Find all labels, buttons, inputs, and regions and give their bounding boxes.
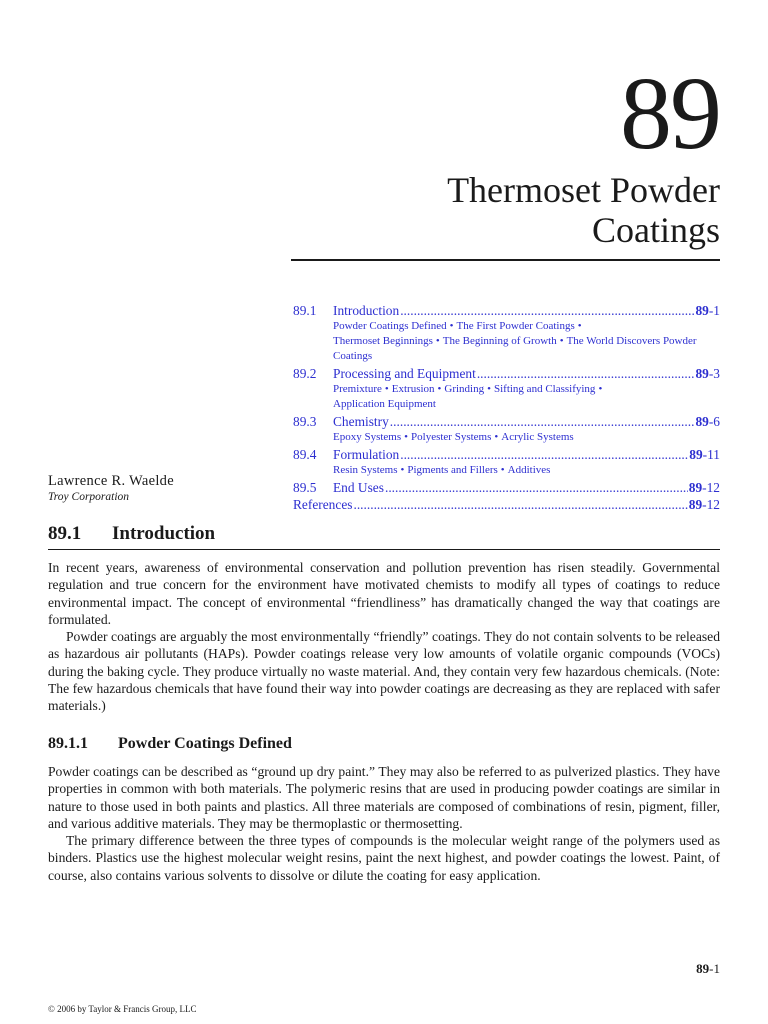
toc-leader-dots bbox=[353, 497, 687, 513]
powder-coatings-defined-body bbox=[48, 763, 720, 884]
toc-entry-number: 89.4 bbox=[293, 447, 317, 462]
toc-entry-page[interactable]: 89-12 bbox=[688, 480, 720, 495]
toc-subentry[interactable]: Sifting and Classifying bbox=[493, 383, 596, 395]
toc-subentry[interactable]: Acrylic Systems bbox=[501, 431, 574, 443]
toc-subentry[interactable]: Premixture bbox=[333, 383, 382, 395]
toc-subentry[interactable]: Powder Coatings Defined bbox=[333, 320, 447, 332]
toc-entry-chemistry[interactable] bbox=[293, 414, 720, 430]
toc-subentry[interactable]: The World Discovers Powder Coatings bbox=[333, 335, 697, 362]
toc-subentry[interactable]: Pigments and Fillers bbox=[407, 464, 498, 476]
paragraph: Powder coatings are arguably the most environmentally “friendly” coatings. They do not contain solvents to be released as hazardous air pollutants (HAPs). Powder coatings release very low amounts of volatile organic compounds (VOCs) during the baking cycle. They produce virtually no waste material. And, they contain very few hazardous chemicals. (Note: The few hazardous chemicals that have found their way into powder coatings are decreasing as they are replaced with safer materials.) bbox=[48, 629, 720, 714]
paragraph: Powder coatings can be described as “ground up dry paint.” They may also be referred to as pulverized plastics. They have properties in common with both materials. The polymeric resins that are used in producing powder coatings are similar in nature to those used in both paints and plastics. All three materials are composed of combinations of resin, pigment, filler, and various additive materials. They may be thermoplastic or thermosetting. bbox=[48, 764, 720, 831]
table-of-contents bbox=[293, 302, 720, 513]
toc-entry-page[interactable]: 89-1 bbox=[695, 303, 720, 318]
toc-subentry[interactable]: Application Equipment bbox=[333, 398, 436, 410]
toc-subentries: Premixture • Extrusion • Grinding • Sifting and Classifying • Application Equipment bbox=[333, 383, 603, 410]
copyright-notice: © 2006 by Taylor & Francis Group, LLC bbox=[48, 1004, 197, 1014]
title-rule bbox=[291, 259, 720, 261]
toc-entry-page[interactable]: 89-6 bbox=[695, 414, 720, 429]
toc-subentry[interactable]: Thermoset Beginnings bbox=[333, 335, 433, 347]
section-title: Introduction bbox=[112, 523, 216, 544]
toc-entry-processing[interactable] bbox=[293, 366, 720, 382]
section-rule bbox=[48, 549, 720, 550]
paragraph: In recent years, awareness of environmental conservation and pollution prevention has risen steadily. Governmental regulation and true concern for the environment have motivated chemists to modify all types of coatings to reduce environmental impact. The concept of environmental “friendliness” has dramatically changed the way that coatings are formulated. bbox=[48, 560, 720, 627]
toc-entry-label[interactable]: Chemistry bbox=[333, 414, 389, 429]
toc-entry-page[interactable]: 89-11 bbox=[689, 447, 720, 462]
toc-subentries: Epoxy Systems • Polyester Systems • Acrylic Systems bbox=[333, 431, 574, 443]
toc-entry-label[interactable]: End Uses bbox=[333, 480, 384, 495]
toc-subentry[interactable]: Resin Systems bbox=[333, 464, 398, 476]
toc-subentry[interactable]: Epoxy Systems bbox=[333, 431, 402, 443]
chapter-title-line1: Thermoset Powder bbox=[447, 170, 720, 210]
toc-entry-label[interactable]: References bbox=[293, 497, 353, 512]
toc-entry-end-uses[interactable] bbox=[293, 480, 720, 496]
subsection-heading bbox=[48, 735, 292, 753]
paragraph: The primary difference between the three types of compounds is the molecular weight range of the polymers used as binders. Plastics use the highest molecular weight resins, paint the next highest, and powder coatings the lowest. Paint, of course, also contains various solvents to dissolve or dilute the coating for easy application. bbox=[48, 833, 720, 883]
subsection-number: 89.1.1 bbox=[48, 735, 88, 752]
toc-entry-number: 89.1 bbox=[293, 303, 317, 318]
toc-entry-number: 89.2 bbox=[293, 366, 317, 381]
toc-leader-dots bbox=[390, 414, 695, 430]
toc-entry-page[interactable]: 89-3 bbox=[695, 366, 720, 381]
toc-entry-formulation[interactable] bbox=[293, 447, 720, 463]
toc-entry-references[interactable] bbox=[293, 497, 720, 513]
toc-entry-number: 89.3 bbox=[293, 414, 317, 429]
toc-leader-dots bbox=[400, 447, 688, 463]
toc-subentry[interactable]: Grinding bbox=[444, 383, 485, 395]
toc-subentries: Resin Systems • Pigments and Fillers • Additives bbox=[333, 464, 551, 476]
toc-subentry[interactable]: Polyester Systems bbox=[411, 431, 492, 443]
toc-subentry[interactable]: The First Powder Coatings bbox=[456, 320, 575, 332]
chapter-number: 89 bbox=[620, 56, 720, 171]
toc-entry-page[interactable]: 89-12 bbox=[688, 497, 720, 512]
section-number: 89.1 bbox=[48, 523, 82, 544]
toc-entry-number: 89.5 bbox=[293, 480, 317, 495]
chapter-title-line2: Coatings bbox=[591, 210, 720, 250]
toc-subentry[interactable]: Extrusion bbox=[391, 383, 435, 395]
toc-entry-label[interactable]: Formulation bbox=[333, 447, 400, 462]
toc-entry-introduction[interactable] bbox=[293, 303, 720, 319]
page-number: 89-1 bbox=[696, 961, 720, 976]
author-name: Lawrence R. Waelde bbox=[48, 473, 174, 489]
toc-entry-label[interactable]: Processing and Equipment bbox=[333, 366, 476, 381]
toc-leader-dots bbox=[385, 480, 688, 496]
subsection-title: Powder Coatings Defined bbox=[118, 735, 292, 752]
toc-subentry[interactable]: The Beginning of Growth bbox=[442, 335, 557, 347]
toc-leader-dots bbox=[477, 366, 695, 382]
toc-leader-dots bbox=[400, 303, 694, 319]
toc-entry-label[interactable]: Introduction bbox=[333, 303, 400, 318]
introduction-body bbox=[48, 559, 720, 715]
section-heading bbox=[48, 523, 215, 545]
author-affiliation: Troy Corporation bbox=[48, 491, 130, 503]
chapter-title bbox=[447, 170, 720, 250]
toc-subentries: Powder Coatings Defined • The First Powder Coatings • Thermoset Beginnings • The Beginning of Growth • The World Discovers Powder Coatings bbox=[333, 320, 697, 362]
toc-subentry[interactable]: Additives bbox=[507, 464, 551, 476]
